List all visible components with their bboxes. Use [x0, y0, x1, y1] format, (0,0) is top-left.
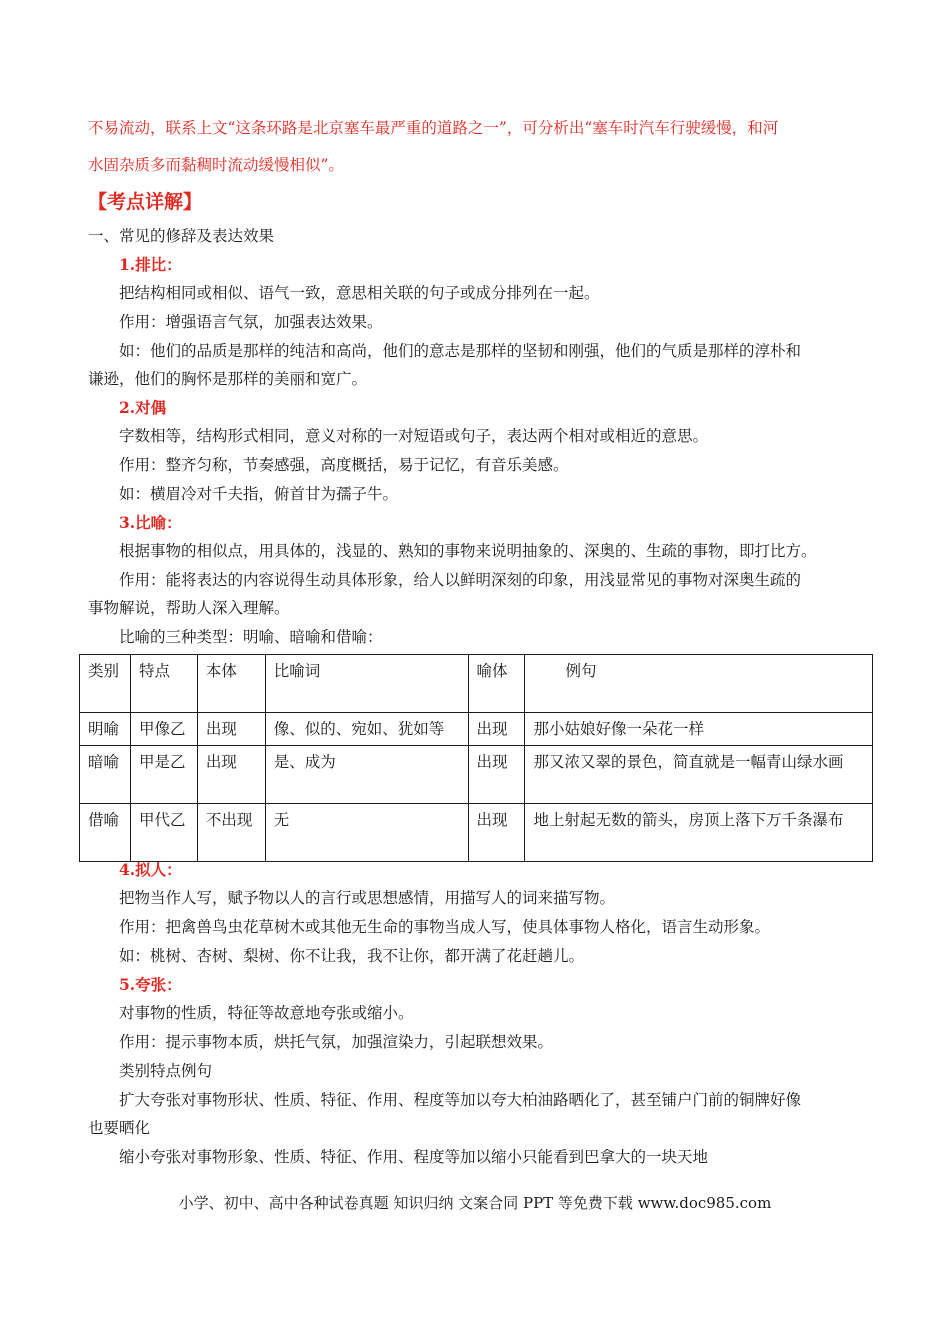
- antithesis-title: 2.对偶: [119, 398, 167, 417]
- section-title: 【考点详解】: [88, 191, 203, 213]
- table-header-cell: 喻体: [468, 655, 525, 713]
- table-header-cell: 例句: [525, 655, 873, 713]
- personification-effect: 作用：把禽兽鸟虫花草树木或其他无生命的事物当成人写，使具体事物人格化，语言生动形象。: [119, 918, 771, 936]
- table-cell: 明喻: [80, 713, 131, 746]
- table-header-cell: 类别: [80, 655, 131, 713]
- table-cell: 那小姑娘好像一朵花一样: [525, 713, 873, 746]
- antithesis-definition: 字数相等，结构形式相同，意义对称的一对短语或句子，表达两个相对或相近的意思。: [119, 427, 709, 445]
- table-header-cell: 特点: [130, 655, 197, 713]
- personification-definition: 把物当作人写，赋予物以人的言行或思想感情，用描写人的词来描写物。: [119, 889, 616, 907]
- parallelism-title: 1.排比：: [119, 255, 182, 274]
- table-row: [80, 804, 873, 862]
- table-cell: 像、似的、宛如、犹如等: [265, 713, 468, 746]
- antithesis-example: 如：横眉冷对千夫指，俯首甘为孺子牛。: [119, 485, 399, 503]
- parallelism-effect: 作用：增强语言气氛，加强表达效果。: [119, 313, 383, 331]
- table-cell: 出现: [197, 713, 265, 746]
- parallelism-example-line-2: 谦逊，他们的胸怀是那样的美丽和宽广。: [88, 370, 368, 388]
- metaphor-title: 3.比喻：: [119, 513, 182, 532]
- personification-title: 4.拟人：: [119, 860, 182, 879]
- table-header-cell: 比喻词: [265, 655, 468, 713]
- hyperbole-shrink: 缩小夸张对事物形象、性质、特征、作用、程度等加以缩小只能看到巴拿大的一块天地: [119, 1148, 709, 1166]
- metaphor-effect-line-1: 作用：能将表达的内容说得生动具体形象，给人以鲜明深刻的印象，用浅显常见的事物对深奥生疏的: [119, 571, 802, 589]
- table-cell: 甲是乙: [130, 746, 197, 804]
- table-cell: 那又浓又翠的景色，简直就是一幅青山绿水画: [525, 746, 873, 804]
- hyperbole-definition: 对事物的性质，特征等故意地夸张或缩小。: [119, 1004, 414, 1022]
- table-cell: 出现: [468, 804, 525, 862]
- table-cell: 出现: [197, 746, 265, 804]
- table-cell: 甲代乙: [130, 804, 197, 862]
- hyperbole-enlarge-line-1: 扩大夸张对事物形状、性质、特征、作用、程度等加以夸大柏油路晒化了，甚至铺户门前的铜牌好像: [119, 1091, 802, 1109]
- table-header-cell: 本体: [197, 655, 265, 713]
- metaphor-definition: 根据事物的相似点，用具体的，浅显的、熟知的事物来说明抽象的、深奥的、生疏的事物，即打比方。: [119, 542, 817, 560]
- intro-line-2: 水固杂质多而黏稠时流动缓慢相似”。: [88, 156, 344, 174]
- metaphor-effect-line-2: 事物解说，帮助人深入理解。: [88, 599, 290, 617]
- parallelism-definition: 把结构相同或相似、语气一致，意思相关联的句子或成分排列在一起。: [119, 284, 600, 302]
- table-cell: 出现: [468, 713, 525, 746]
- parallelism-example-line-1: 如：他们的品质是那样的纯洁和高尚，他们的意志是那样的坚韧和刚强，他们的气质是那样的淳朴和: [119, 342, 802, 360]
- table-cell: 地上射起无数的箭头，房顶上落下万千条瀑布: [525, 804, 873, 862]
- table-cell: 出现: [468, 746, 525, 804]
- hyperbole-header: 类别特点例句: [119, 1062, 213, 1080]
- table-header-row: [80, 655, 873, 713]
- table-row: [80, 746, 873, 804]
- page-footer: 小学、初中、高中各种试卷真题 知识归纳 文案合同 PPT 等免费下载 www.doc985.com: [178, 1194, 772, 1212]
- intro-line-1: 不易流动，联系上文“这条环路是北京塞车最严重的道路之一”，可分析出“塞车时汽车行驶缓慢，和河: [88, 119, 779, 137]
- table-cell: 不出现: [197, 804, 265, 862]
- table-row: [80, 713, 873, 746]
- personification-example: 如：桃树、杏树、梨树、你不让我，我不让你，都开满了花赶趟儿。: [119, 947, 585, 965]
- hyperbole-title: 5.夸张：: [119, 975, 182, 994]
- hyperbole-enlarge-line-2: 也要晒化: [88, 1119, 151, 1137]
- table-cell: 无: [265, 804, 468, 862]
- table-cell: 借喻: [80, 804, 131, 862]
- section-subtitle: 一、常见的修辞及表达效果: [88, 227, 275, 245]
- antithesis-effect: 作用：整齐匀称，节奏感强，高度概括，易于记忆，有音乐美感。: [119, 456, 569, 474]
- table-cell: 甲像乙: [130, 713, 197, 746]
- hyperbole-effect: 作用：提示事物本质，烘托气氛，加强渲染力，引起联想效果。: [119, 1033, 554, 1051]
- metaphor-types-table: [79, 654, 873, 862]
- table-cell: 是、成为: [265, 746, 468, 804]
- metaphor-types: 比喻的三种类型：明喻、暗喻和借喻：: [119, 628, 383, 646]
- table-cell: 暗喻: [80, 746, 131, 804]
